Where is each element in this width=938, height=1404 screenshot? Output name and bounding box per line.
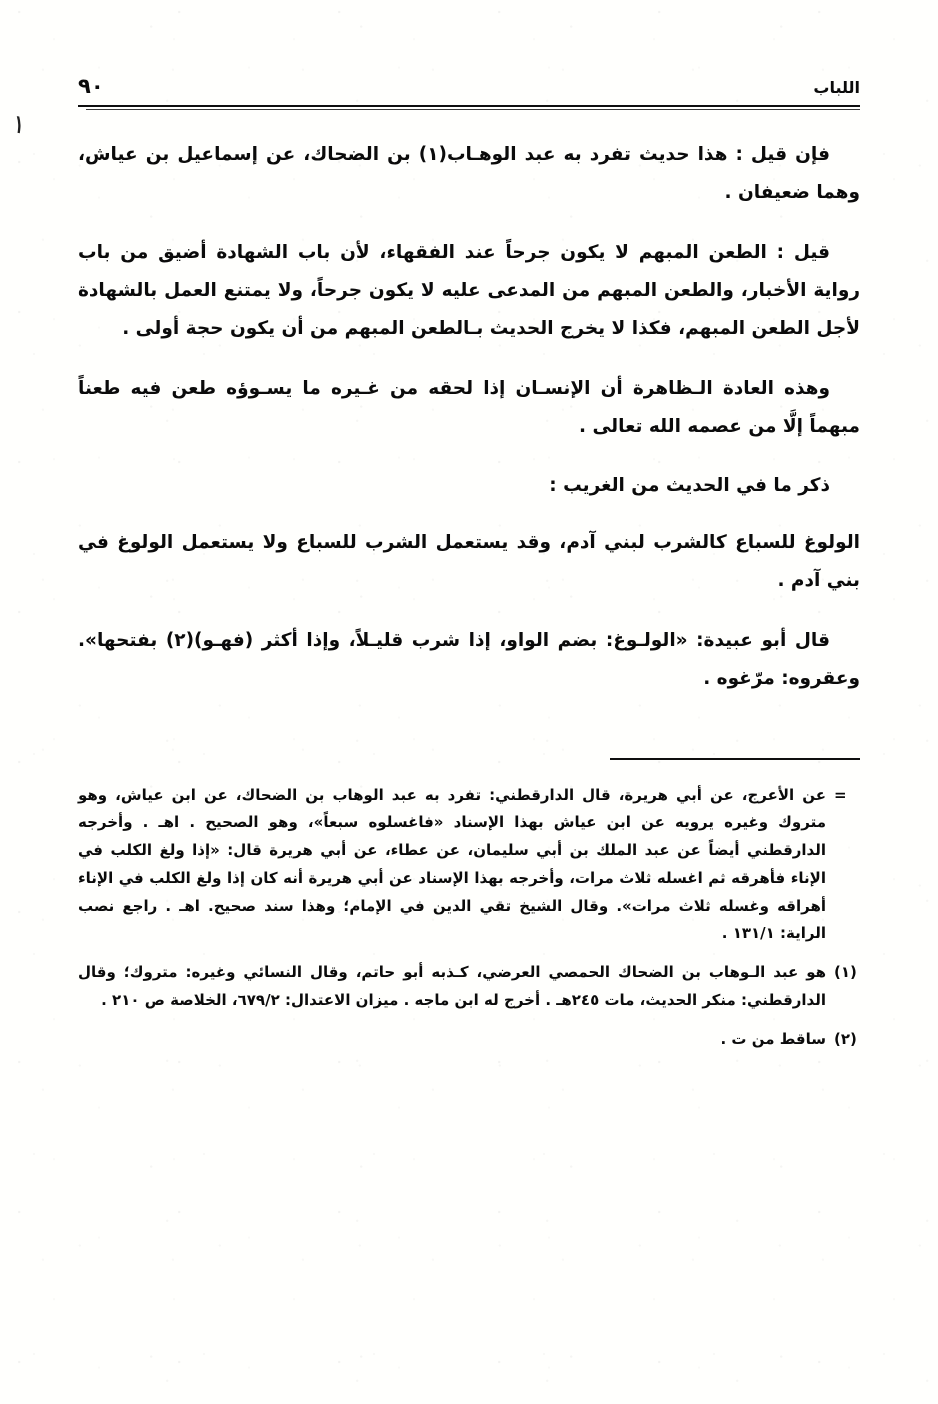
header-rule-secondary [86,109,860,110]
paragraph-5: قال أبو عبيدة: «الولـوغ: بضم الواو، إذا شرب قليـلاً، وإذا أكثر (فهـو)(٢) بفتحها». وعقروه: مرّغوه . [78,629,860,689]
page-content [78,74,860,1064]
footnote-item [78,782,860,949]
book-title: اللباب [813,78,860,97]
page-number: ٩٠ [78,74,104,98]
footnote-item [78,1026,860,1054]
footnote-separator [610,758,860,760]
paragraph-1: فإن قيل : هذا حديث تفرد به عبد الوهـاب(١) بن الضحاك، عن إسماعيل بن عياش، وهما ضعيفان . [78,144,860,203]
paragraph-4: الولوغ للسباع كالشرب لبني آدم، وقد يستعمل الشرب للسباع ولا يستعمل الولوغ في بني آدم . [78,531,860,591]
footnote-text: هو عبد الـوهاب بن الضحاك الحمصي العرضي، كـذبه أبو حاتم، وقال النسائي وغيره: متروك؛ وقال الدارقطني: منكر الحديث، مات ٢٤٥هـ . أخرج له ابن ماجه . ميزان الاعتدال: ٦٧٩/٢، الخلاصة ص ٢١٠ . [78,963,826,1009]
paragraph-2: قيل : الطعن المبهم لا يكون جرحاً عند الفقهاء، لأن باب الشهادة أضيق من باب رواية الأخبار، والطعن المبهم من المدعى عليه لا يكون جرحاً، ولا يمتنع العمل بالشهادة لأجل الطعن المبهم، فكذا لا يخرج الحديث بـالطعن المبهم من أن يكون حجة أولى . [78,241,860,339]
page-header [78,74,860,98]
header-rule [78,105,860,107]
footnote-text: ساقط من ت . [720,1029,826,1048]
paragraph-3: وهذه العادة الـظاهرة أن الإنسـان إذا لحقه من غـيره ما يسـوؤه طعن فيه طعناً مبهماً إلَّا من عصمه الله تعالى . [78,377,860,437]
section-heading: ذكر ما في الحديث من الغريب : [549,475,830,497]
body-text [78,136,860,698]
margin-annotation: ١ [9,109,28,141]
footnote-marker: (٢) [834,1029,857,1048]
footnote-separator-wrap [78,758,860,760]
footnote-item [78,959,860,1015]
footnote-marker: (١) [834,963,857,982]
footnote-marker: = [834,785,847,804]
footnote-text: عن الأعرج، عن أبي هريرة، قال الدارقطني: تفرد به عبد الوهاب بن الضحاك، عن ابن عياش، وهو متروك وغيره يرويه عن ابن عياش بهذا الإسناد «فاغسلوه سبعاً»، وهو الصحيح . اهـ . وأخرجه الدارقطني أيضاً عن عبد الملك بن أبي سليمان، عن عطاء، عن أبي هريرة قال: «إذا ولغ الكلب في الإناء فأهرقه ثم اغسله ثلاث مرات، وأخرجه بهذا الإسناد عن أبي هريرة أنه كان إذا ولغ الكلب في الإناء أهراقه وغسله ثلاث مرات». وقال الشيخ تقي الدين في الإمام؛ وهذا سند صحيح. اهـ . راجع نصب الراية: ١٣١/١ . [78,785,826,943]
footnotes [78,782,860,1054]
